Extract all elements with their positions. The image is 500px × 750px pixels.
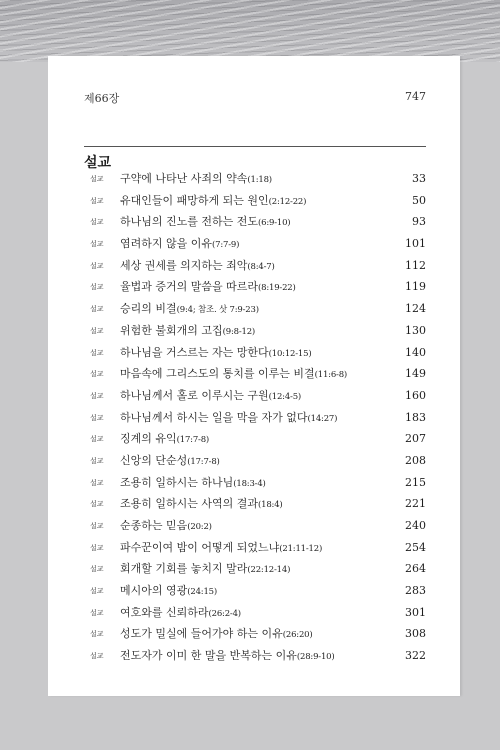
section-title: 설교 bbox=[84, 155, 112, 171]
entry-reference: (17:7-8) bbox=[187, 456, 220, 467]
entry-title: 여호와를 신뢰하라 bbox=[120, 605, 209, 619]
entry-page-number: 215 bbox=[405, 475, 426, 489]
entry-tag: 설교 bbox=[90, 391, 104, 400]
entry-reference: (18:3-4) bbox=[233, 478, 266, 489]
entry-title: 순종하는 믿음 bbox=[120, 519, 188, 532]
entry-tag: 설교 bbox=[90, 305, 104, 314]
entry-page-number: 33 bbox=[412, 172, 426, 185]
entry-page-number: 240 bbox=[405, 519, 426, 532]
toc-entry bbox=[84, 233, 426, 255]
entry-tag: 설교 bbox=[90, 175, 104, 183]
entry-tag: 설교 bbox=[90, 370, 104, 379]
toc-entry bbox=[84, 255, 426, 277]
entry-reference: (22:12-14) bbox=[247, 565, 291, 576]
toc-entry bbox=[84, 515, 426, 537]
entry-page-number: 112 bbox=[405, 258, 426, 272]
toc-entry bbox=[84, 385, 426, 407]
entry-tag: 설교 bbox=[90, 652, 104, 661]
entry-reference: (24:15) bbox=[187, 587, 217, 598]
entry-reference: (6:9-10) bbox=[258, 218, 291, 229]
entry-page-number: 207 bbox=[405, 432, 426, 446]
toc-list bbox=[84, 168, 426, 667]
entry-tag: 설교 bbox=[90, 522, 104, 530]
entry-page-number: 119 bbox=[405, 280, 426, 294]
entry-title: 전도자가 이미 한 말을 반복하는 이유 bbox=[120, 649, 297, 663]
toc-entry bbox=[84, 602, 426, 624]
entry-tag: 설교 bbox=[90, 240, 104, 249]
entry-tag: 설교 bbox=[90, 587, 104, 596]
entry-title: 승리의 비결 bbox=[120, 302, 177, 316]
entry-reference: (2:12-22) bbox=[268, 196, 307, 207]
entry-reference: (8:4-7) bbox=[247, 261, 275, 272]
entry-tag: 설교 bbox=[90, 261, 104, 270]
entry-title: 세상 권세를 의지하는 죄악 bbox=[120, 258, 248, 272]
entry-title: 조용히 일하시는 하나님 bbox=[120, 475, 234, 489]
entry-title: 하나님께서 하시는 일을 막을 자가 없다 bbox=[120, 410, 308, 424]
entry-title: 위험한 불회개의 고집 bbox=[120, 323, 223, 337]
toc-entry bbox=[84, 168, 426, 190]
entry-title: 하나님을 거스르는 자는 망한다 bbox=[120, 345, 269, 359]
toc-entry bbox=[84, 580, 426, 602]
entry-tag: 설교 bbox=[90, 326, 104, 335]
entry-page-number: 221 bbox=[405, 497, 426, 511]
entry-tag: 설교 bbox=[90, 565, 104, 574]
entry-page-number: 322 bbox=[405, 649, 426, 663]
entry-reference: (17:7-8) bbox=[176, 435, 210, 446]
toc-entry bbox=[84, 342, 426, 364]
entry-reference: (18:4) bbox=[258, 500, 283, 511]
book-page bbox=[48, 56, 460, 696]
entry-reference: (9:4; 참조. 삿 7:9-23) bbox=[176, 305, 259, 316]
entry-page-number: 50 bbox=[412, 193, 426, 207]
chapter-label: 제66장 bbox=[84, 92, 120, 105]
entry-tag: 설교 bbox=[90, 630, 104, 639]
entry-reference: (1:18) bbox=[247, 175, 272, 185]
entry-title: 파수꾼이여 밤이 어떻게 되었느냐 bbox=[120, 540, 280, 554]
entry-title: 구약에 나타난 사죄의 약속 bbox=[120, 172, 248, 185]
entry-page-number: 101 bbox=[405, 237, 426, 251]
entry-page-number: 254 bbox=[405, 540, 426, 554]
entry-tag: 설교 bbox=[90, 543, 104, 552]
toc-entry bbox=[84, 623, 426, 645]
toc-entry bbox=[84, 472, 426, 494]
entry-tag: 설교 bbox=[90, 478, 104, 487]
toc-entry bbox=[84, 298, 426, 320]
entry-tag: 설교 bbox=[90, 500, 104, 509]
entry-tag: 설교 bbox=[90, 283, 104, 292]
entry-title: 하나님의 진노를 전하는 전도 bbox=[120, 215, 259, 229]
entry-title: 신앙의 단순성 bbox=[120, 453, 188, 467]
page-number: 747 bbox=[405, 90, 426, 103]
entry-page-number: 149 bbox=[405, 367, 426, 381]
toc-entry bbox=[84, 428, 426, 450]
entry-reference: (14:27) bbox=[307, 413, 338, 424]
entry-reference: (26:20) bbox=[282, 630, 313, 641]
entry-title: 율법과 증거의 말씀을 따르라 bbox=[120, 280, 259, 294]
toc-entry bbox=[84, 537, 426, 559]
entry-page-number: 183 bbox=[405, 410, 426, 424]
entry-reference: (21:11-12) bbox=[279, 543, 323, 554]
entry-tag: 설교 bbox=[90, 348, 104, 357]
toc-entry bbox=[84, 363, 426, 385]
entry-title: 조용히 일하시는 사역의 결과 bbox=[120, 497, 259, 511]
entry-reference: (10:12-15) bbox=[268, 348, 312, 359]
entry-page-number: 264 bbox=[405, 562, 426, 576]
toc-entry bbox=[84, 211, 426, 233]
toc-entry bbox=[84, 320, 426, 342]
entry-tag: 설교 bbox=[90, 413, 104, 422]
entry-reference: (7:7-9) bbox=[212, 240, 240, 251]
section-divider bbox=[84, 146, 426, 147]
entry-title: 유대인들이 패망하게 되는 원인 bbox=[120, 193, 269, 207]
entry-page-number: 130 bbox=[405, 323, 426, 337]
toc-entry bbox=[84, 276, 426, 298]
entry-reference: (9:8-12) bbox=[222, 326, 256, 337]
toc-entry bbox=[84, 493, 426, 515]
entry-reference: (20:2) bbox=[187, 522, 212, 532]
entry-reference: (11:6-8) bbox=[314, 370, 348, 381]
toc-entry bbox=[84, 407, 426, 429]
entry-title: 메시아의 영광 bbox=[120, 584, 188, 598]
entry-tag: 설교 bbox=[90, 435, 104, 444]
entry-page-number: 140 bbox=[405, 345, 426, 359]
entry-tag: 설교 bbox=[90, 608, 104, 617]
entry-reference: (28:9-10) bbox=[296, 652, 335, 663]
entry-page-number: 208 bbox=[405, 453, 426, 467]
entry-title: 성도가 밀실에 들어가야 하는 이유 bbox=[120, 627, 283, 641]
entry-title: 염려하지 않을 이유 bbox=[120, 237, 213, 251]
entry-title: 회개할 기회를 놓치지 말라 bbox=[120, 562, 248, 576]
toc-entry bbox=[84, 190, 426, 212]
entry-page-number: 93 bbox=[412, 215, 426, 229]
entry-reference: (12:4-5) bbox=[268, 391, 302, 402]
entry-page-number: 160 bbox=[405, 388, 426, 402]
entry-page-number: 283 bbox=[405, 584, 426, 598]
entry-title: 마음속에 그리스도의 통치를 이루는 비결 bbox=[120, 367, 315, 381]
entry-title: 징계의 유익 bbox=[120, 432, 177, 446]
entry-tag: 설교 bbox=[90, 456, 104, 465]
entry-page-number: 301 bbox=[405, 605, 426, 619]
background-texture bbox=[0, 0, 500, 62]
entry-reference: (8:19-22) bbox=[258, 283, 296, 294]
entry-page-number: 124 bbox=[405, 302, 426, 316]
entry-reference: (26:2-4) bbox=[208, 608, 241, 619]
entry-tag: 설교 bbox=[90, 196, 104, 205]
toc-entry bbox=[84, 558, 426, 580]
entry-tag: 설교 bbox=[90, 218, 104, 227]
toc-entry bbox=[84, 450, 426, 472]
entry-page-number: 308 bbox=[405, 627, 426, 641]
toc-entry bbox=[84, 645, 426, 667]
entry-title: 하나님께서 홀로 이루시는 구원 bbox=[120, 388, 269, 402]
